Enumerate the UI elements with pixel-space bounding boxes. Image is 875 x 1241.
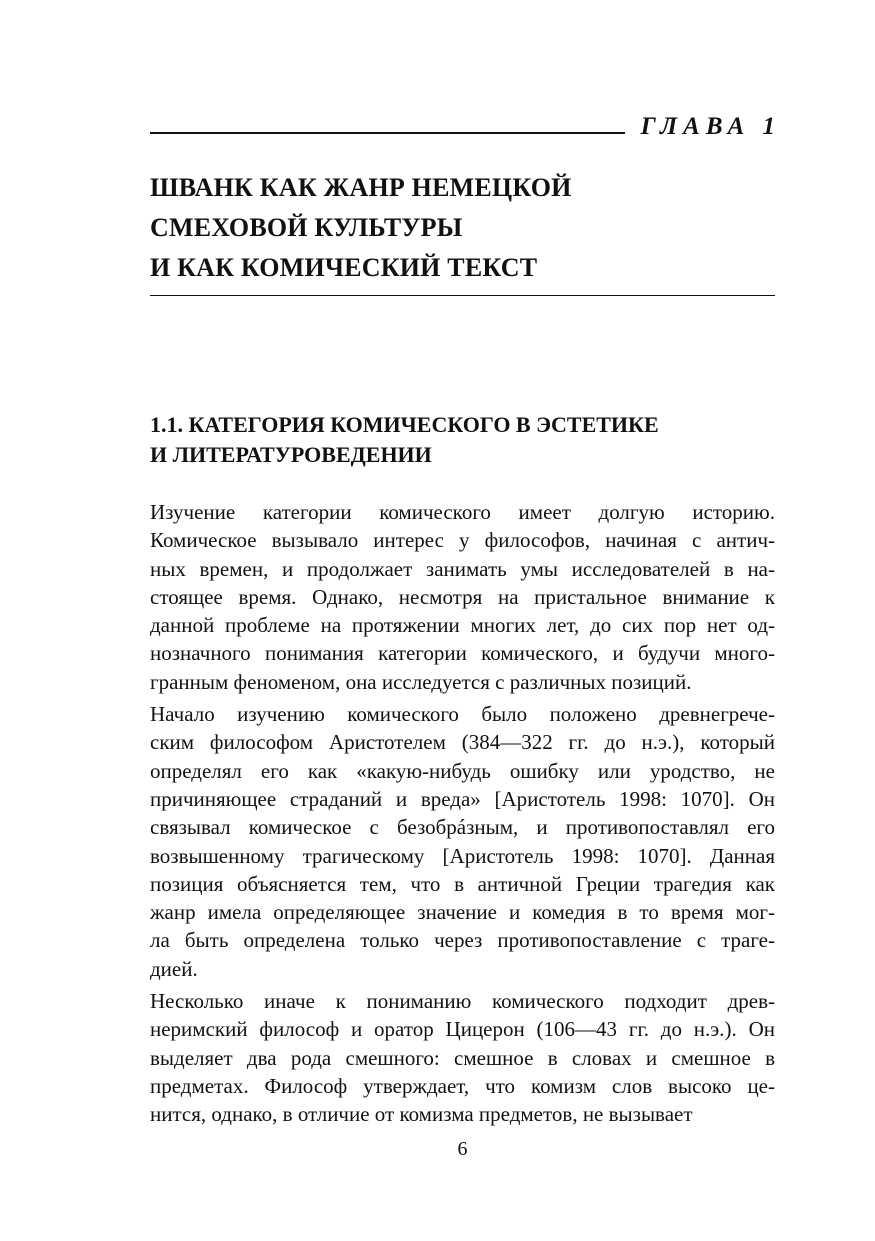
chapter-header — [150, 108, 781, 142]
text-line: причиняющее страданий и вреда» [Аристотель 1998: 1070]. Он — [150, 786, 775, 811]
text-line: предметах. Философ утверждает, что комизм слов высоко це- — [150, 1073, 775, 1098]
text-line: ским философом Аристотелем (384—322 гг. до н.э.), который — [150, 730, 775, 755]
text-line: данной проблеме на протяжении многих лет, до сих пор нет од- — [150, 613, 775, 638]
text-line: связывал комическое с безобрáзным, и противопоставлял его — [150, 815, 775, 840]
text-line: ных времен, и продолжает занимать умы исследователей в на- — [150, 556, 775, 581]
text-line: Начало изучению комического было положено древнегрече- — [150, 702, 775, 727]
body-text — [150, 498, 775, 1133]
chapter-title-line: И КАК КОМИЧЕСКИЙ ТЕКСТ — [150, 253, 538, 282]
text-line: ла быть определена только через противопоставление с траге- — [150, 928, 775, 953]
chapter-title-line: ШВАНК КАК ЖАНР НЕМЕЦКОЙ — [150, 173, 572, 202]
text-line: нозначного понимания категории комического, и будучи много- — [150, 641, 775, 666]
text-line: стоящее время. Однако, несмотря на пристальное внимание к — [150, 584, 775, 609]
text-line: дией. — [150, 956, 198, 981]
chapter-title — [150, 168, 775, 288]
text-line: возвышенному трагическому [Аристотель 1998: 1070]. Данная — [150, 843, 775, 868]
text-line: Комическое вызывало интерес у философов, начиная с антич- — [150, 528, 775, 553]
text-line: гранным феноменом, она исследуется с различных позиций. — [150, 669, 692, 694]
text-line: определял его как «какую-нибудь ошибку или уродство, не — [150, 758, 775, 783]
chapter-rule — [150, 132, 625, 134]
chapter-title-line: СМЕХОВОЙ КУЛЬТУРЫ — [150, 213, 463, 242]
paragraph — [150, 498, 775, 696]
text-line: неримский философ и оратор Цицерон (106—43 гг. до н.э.). Он — [150, 1017, 775, 1042]
chapter-label: ГЛАВА 1 — [640, 113, 781, 140]
section-heading — [150, 410, 775, 470]
page-number: 6 — [457, 1138, 468, 1160]
paragraph — [150, 987, 775, 1128]
text-line: Несколько иначе к пониманию комического подходит древ- — [150, 989, 775, 1014]
book-page — [150, 0, 781, 1241]
text-line: выделяет два рода смешного: смешное в словах и смешное в — [150, 1045, 775, 1070]
text-line: позиция объясняется тем, что в античной Греции трагедия как — [150, 871, 775, 896]
section-heading-line: 1.1. КАТЕГОРИЯ КОМИЧЕСКОГО В ЭСТЕТИКЕ — [150, 412, 659, 437]
text-line: нится, однако, в отличие от комизма предметов, не вызывает — [150, 1102, 693, 1127]
title-divider — [150, 295, 775, 296]
paragraph — [150, 700, 775, 983]
text-line: Изучение категории комического имеет долгую историю. — [150, 500, 775, 524]
text-line: жанр имела определяющее значение и комедия в то время мог- — [150, 900, 775, 925]
section-heading-line: И ЛИТЕРАТУРОВЕДЕНИИ — [150, 442, 432, 467]
